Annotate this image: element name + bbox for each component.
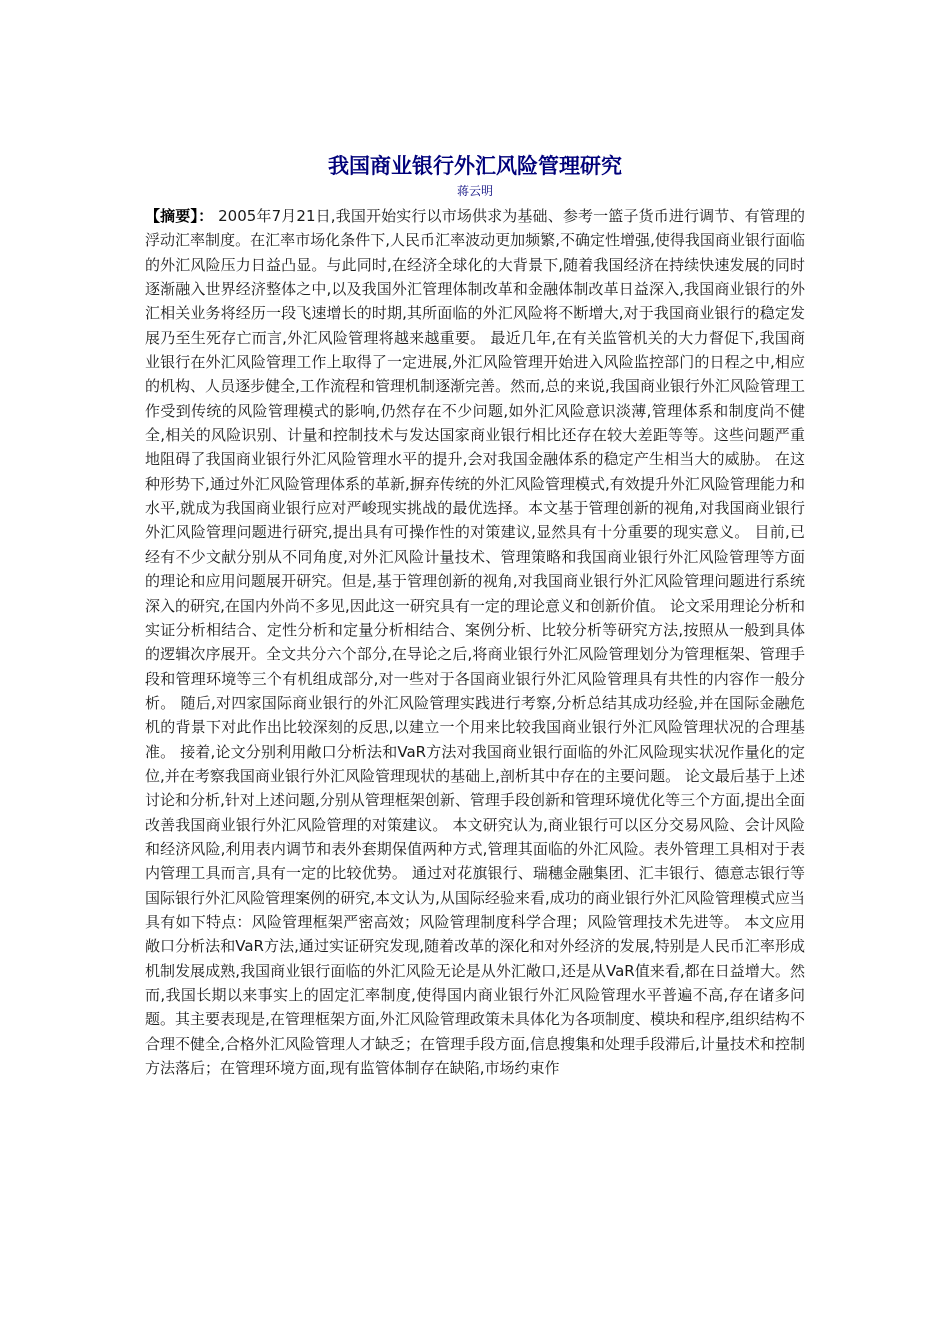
abstract-text: 2005年7月21日,我国开始实行以市场供求为基础、参考一篮子货币进行调节、有管理的浮动汇率制度。在汇率市场化条件下,人民币汇率波动更加频繁,不确定性增强,使得我国商业银行面临的外汇风险压力日益凸显。与此同时,在经济全球化的大背景下,随着我国经济在持续快速发展的同时逐渐融入世界经济整体之中,以及我国外汇管理体制改革和金融体制改革日益深入,我国商业银行的外汇相关业务将经历一段飞速增长的时期,其所面临的外汇风险将不断增大,对于我国商业银行的稳定发展乃至生死存亡而言,外汇风险管理将越来越重要。 最近几年,在有关监管机关的大力督促下,我国商业银行在外汇风险管理工作上取得了一定进展,外汇风险管理开始进入风险监控部门的日程之中,相应的机构、人员逐步健全,工作流程和管理机制逐渐完善。然而,总的来说,我国商业银行外汇风险管理工作受到传统的风险管理模式的影响,仍然存在不少问题,如外汇风险意识淡薄,管理体系和制度尚不健全,相关的风险识别、计量和控制技术与发达国家商业银行相比还存在较大差距等等。这些问题严重地阻碍了我国商业银行外汇风险管理水平的提升,会对我国金融体系的稳定产生相当大的威胁。 在这种形势下,通过外汇风险管理体系的革新,摒弃传统的外汇风险管理模式,有效提升外汇风险管理能力和水平,就成为我国商业银行应对严峻现实挑战的最优选择。本文基于管理创新的视角,对我国商业银行外汇风险管理问题进行研究,提出具有可操作性的对策建议,显然具有十分重要的现实意义。 目前,已经有不少文献分别从不同角度,对外汇风险计量技术、管理策略和我国商业银行外汇风险管理等方面的理论和应用问题展开研究。但是,基于管理创新的视角,对我国商业银行外汇风险管理问题进行系统深入的研究,在国内外尚不多见,因此这一研究具有一定的理论意义和创新价值。 论文采用理论分析和实证分析相结合、定性分析和定量分析相结合、案例分析、比较分析等研究方法,按照从一般到具体的逻辑次序展开。全文共分六个部分,在导论之后,将商业银行外汇风险管理划分为管理框架、管理手段和管理环境等三个有机组成部分,对一些对于各国商业银行外汇风险管理具有共性的内容作一般分析。 随后,对四家国际商业银行的外汇风险管理实践进行考察,分析总结其成功经验,并在国际金融危机的背景下对此作出比较深刻的反思,以建立一个用来比较我国商业银行外汇风险管理状况的合理基准。 接着,论文分别利用敞口分析法和VaR方法对我国商业银行面临的外汇风险现实状况作量化的定位,并在考察我国商业银行外汇风险管理现状的基础上,剖析其中存在的主要问题。 论文最后基于上述讨论和分析,针对上述问题,分别从管理框架创新、管理手段创新和管理环境优化等三个方面,提出全面改善我国商业银行外汇风险管理的对策建议。 本文研究认为,商业银行可以区分交易风险、会计风险和经济风险,利用表内调节和表外套期保值两种方式,管理其面临的外汇风险。表外管理工具相对于表内管理工具而言,具有一定的比较优势。 通过对花旗银行、瑞穗金融集团、汇丰银行、德意志银行等国际银行外汇风险管理案例的研究,本文认为,从国际经验来看,成功的商业银行外汇风险管理模式应当具有如下特点：风险管理框架严密高效；风险管理制度科学合理；风险管理技术先进等。 本文应用敞口分析法和VaR方法,通过实证研究发现,随着改革的深化和对外经济的发展,特别是人民币汇率形成机制发展成熟,我国商业银行面临的外汇风险无论是从外汇敞口,还是从VaR值来看,都在日益增大。然而,我国长期以来事实上的固定汇率制度,使得国内商业银行外汇风险管理水平普遍不高,存在诸多问题。其主要表现是,在管理框架方面,外汇风险管理政策未具体化为各项制度、模块和程序,组织结构不合理不健全,合格外汇风险管理人才缺乏；在管理手段方面,信息搜集和处理手段滞后,计量技术和控制方法落后；在管理环境方面,现有监管体制存在缺陷,市场约束作: [145, 207, 805, 1078]
document-title: 我国商业银行外汇风险管理研究: [328, 154, 622, 178]
abstract-paragraph: [145, 204, 805, 1080]
document-author: 蒋云明: [456, 184, 493, 198]
abstract-label: 【摘要】：: [145, 207, 214, 225]
